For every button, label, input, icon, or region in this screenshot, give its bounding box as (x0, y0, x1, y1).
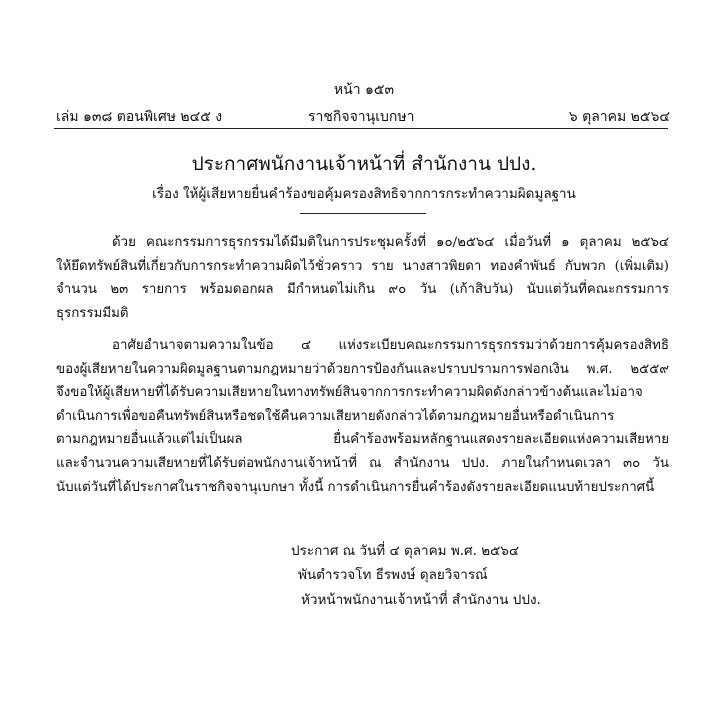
title-divider (300, 213, 426, 214)
paragraph-2 (56, 334, 669, 499)
paragraph-2-line: ตามกฎหมายอื่นแล้วแต่ไม่เป็นผล ยื่นคำร้องพร้อมหลักฐานแสดงรายละเอียดแห่งความเสียหาย (56, 432, 669, 448)
announcement-subject: เรื่อง ให้ผู้เสียหายยื่นคำร้องขอคุ้มครองสิทธิจากการกระทำความผิดมูลฐาน (152, 186, 576, 202)
paragraph-2-line: และจำนวนความเสียหายที่ได้รับต่อพนักงานเจ้าหน้าที่ ณ สำนักงาน ปปง. ภายในกำหนดเวลา ๓๐ วัน (56, 455, 669, 471)
page-number: หน้า ๑๕๓ (333, 82, 395, 98)
header-date: ๖ ตุลาคม ๒๕๖๔ (568, 109, 670, 125)
paragraph-2-line: อาศัยอำนาจตามความในข้อ ๔ แห่งระเบียบคณะกรรมการธุรกรรมว่าด้วยการคุ้มครองสิทธิ (112, 338, 669, 353)
header-gazette: ราชกิจจานุเบกษา (308, 109, 415, 125)
paragraph-1 (56, 231, 669, 325)
header-divider (54, 128, 668, 129)
paragraph-2-line: จึงขอให้ผู้เสียหายที่ได้รับความเสียหายในทางทรัพย์สินจากการกระทำความผิดดังกล่าวข้างต้นและไม่อาจ (56, 385, 643, 401)
paragraph-1-line: จำนวน ๒๓ รายการ พร้อมดอกผล มีกำหนดไม่เกิน ๙๐ วัน (เก้าสิบวัน) นับแต่วันที่คณะกรรมการ (56, 282, 669, 298)
header-volume: เล่ม ๑๓๘ ตอนพิเศษ ๒๔๕ ง (56, 109, 223, 125)
signatory-position: หัวหน้าพนักงานเจ้าหน้าที่ สำนักงาน ปปง. (301, 592, 541, 608)
paragraph-2-line: ดำเนินการเพื่อขอคืนทรัพย์สินหรือชดใช้คืนความเสียหายดังกล่าวได้ตามกฎหมายอื่นหรือดำเนินการ (56, 408, 615, 424)
paragraph-1-line: ให้ยึดทรัพย์สินที่เกี่ยวกับการกระทำความผิดไว้ชั่วคราว ราย นางสาวพิยดา ทองคำพันธ์ กับพวก (เพิ่มเติม) (56, 258, 669, 274)
announcement-title: ประกาศพนักงานเจ้าหน้าที่ สำนักงาน ปปง. (191, 153, 537, 175)
signatory-name: พันตำรวจโท ธีรพงษ์ ดุลยวิจารณ์ (298, 567, 488, 583)
paragraph-1-line: ด้วย คณะกรรมการธุรกรรมได้มีมติในการประชุมครั้งที่ ๑๐/๒๕๖๔ เมื่อวันที่ ๑ ตุลาคม ๒๕๖๔ (112, 235, 669, 250)
paragraph-2-line: นับแต่วันที่ได้ประกาศในราชกิจจานุเบกษา ทั้งนี้ การดำเนินการยื่นคำร้องดังรายละเอียดแนบท้ายประกาศนี้ (56, 479, 655, 495)
paragraph-1-line: ธุรกรรมมีมติ (56, 305, 129, 321)
announcement-date: ประกาศ ณ วันที่ ๔ ตุลาคม พ.ศ. ๒๕๖๔ (291, 543, 520, 559)
paragraph-2-line: ของผู้เสียหายในความผิดมูลฐานตามกฎหมายว่าด้วยการป้องกันและปราบปรามการฟอกเงิน พ.ศ. ๒๕๕๙ (56, 361, 669, 377)
